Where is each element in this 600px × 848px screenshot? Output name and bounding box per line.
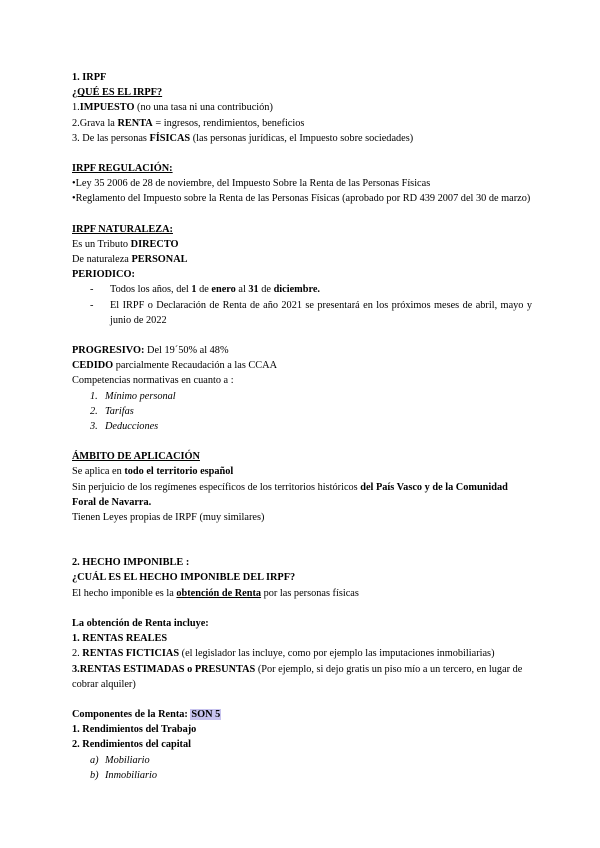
document-page — [72, 70, 532, 783]
capital-sub-item — [72, 768, 532, 783]
cedido-bold: CEDIDO — [72, 360, 114, 372]
componentes-heading — [72, 707, 532, 722]
irpf-item-2-text: = ingresos, rendimientos, beneficios — [152, 117, 305, 129]
irpf-item-3-bold: FÍSICAS — [149, 132, 191, 144]
irpf-item-2 — [72, 116, 532, 131]
irpf-item-3-num: 3. De las personas — [72, 132, 150, 144]
competencia-text: Deducciones — [105, 421, 159, 433]
section-1-title: 1. IRPF — [72, 72, 107, 83]
progresivo-bold: PROGRESIVO: — [72, 345, 145, 357]
rentas-estimadas-text: (Por ejemplo, si dejo gratis un piso mío a un tercero, en lugar de cobrar alquiler) — [72, 663, 523, 690]
competencia-item — [72, 389, 532, 404]
periodico-dash-1-text: Todos los años, del — [110, 284, 192, 296]
rentas-estimadas-bold: 3.RENTAS ESTIMADAS o PRESUNTAS — [72, 663, 256, 675]
irpf-item-2-num: 2.Grava la — [72, 117, 118, 129]
regulacion-heading: IRPF REGULACIÓN: — [72, 163, 173, 175]
rentas-ficticias — [72, 646, 532, 661]
hecho-imponible-post: por las personas físicas — [261, 587, 359, 599]
hecho-imponible-line — [72, 586, 532, 601]
irpf-item-1 — [72, 100, 532, 115]
naturaleza-personal-text: De naturaleza — [72, 254, 132, 266]
ambito-heading: ÁMBITO DE APLICACIÓN — [72, 451, 200, 463]
capital-sub-text: Inmobiliario — [105, 769, 158, 781]
competencia-number: 2. — [90, 405, 98, 417]
ambito-line-1 — [72, 464, 532, 479]
section-2-title: 2. HECHO IMPONIBLE : — [72, 557, 190, 569]
periodico-de-1: de — [196, 284, 212, 296]
hecho-imponible-text: El hecho imponible es la — [72, 587, 177, 599]
naturaleza-directo-text: Es un Tributo — [72, 238, 131, 250]
competencia-number: 1. — [90, 390, 98, 402]
regulacion-line-1: •Ley 35 2006 de 28 de noviembre, del Impuesto Sobre la Renta de las Personas Físicas — [72, 178, 431, 190]
periodico-dash-2 — [72, 298, 532, 328]
ambito-line-1-text: Se aplica en — [72, 466, 125, 478]
irpf-item-3-text: (las personas jurídicas, el Impuesto sobre sociedades) — [190, 132, 414, 144]
section-2-question: ¿CUÁL ES EL HECHO IMPONIBLE DEL IRPF? — [72, 572, 296, 584]
periodico-diciembre: diciembre. — [273, 284, 320, 296]
competencia-number: 3. — [90, 421, 98, 433]
componente-trabajo: 1. Rendimientos del Trabajo — [72, 724, 197, 736]
componentes-heading-text: Componentes de la Renta: — [72, 708, 191, 720]
periodico-de-2: de — [258, 284, 274, 296]
competencia-item — [72, 419, 532, 434]
cedido-text: parcialmente Recaudación a las CCAA — [113, 360, 278, 372]
naturaleza-directo — [72, 237, 532, 252]
rentas-ficticias-text: (el legislador las incluye, como por ejemplo las imputaciones inmobiliarias) — [179, 648, 495, 660]
capital-sub-marker: a) — [90, 754, 99, 766]
section-1-question: ¿QUÉ ES EL IRPF? — [72, 87, 163, 99]
ambito-line-3: Tienen Leyes propias de IRPF (muy similares) — [72, 512, 265, 524]
irpf-item-1-num: 1. — [72, 102, 80, 114]
cedido-line — [72, 358, 532, 373]
competencias-line: Competencias normativas en cuanto a : — [72, 375, 234, 387]
rentas-reales: 1. RENTAS REALES — [72, 633, 168, 645]
irpf-item-1-bold: IMPUESTO — [79, 102, 135, 114]
incluye-heading: La obtención de Renta incluye: — [72, 617, 209, 629]
periodico-al: al — [235, 284, 249, 296]
irpf-item-2-bold: RENTA — [117, 117, 153, 129]
naturaleza-periodico: PERIODICO: — [72, 269, 135, 281]
capital-sub-item — [72, 753, 532, 768]
periodico-day-1: 1 — [191, 284, 197, 296]
dash-marker: - — [90, 299, 94, 311]
ambito-line-2-bold: del País Vasco y de la Comunidad Foral de Navarra. — [72, 481, 508, 508]
rentas-estimadas — [72, 662, 532, 692]
periodico-dash-1 — [72, 282, 532, 297]
ambito-line-1-bold: todo el territorio español — [124, 466, 234, 478]
naturaleza-heading: IRPF NATURALEZA: — [72, 223, 173, 235]
competencia-text: Tarifas — [105, 405, 134, 417]
competencia-item — [72, 404, 532, 419]
rentas-ficticias-bold: RENTAS FICTICIAS — [82, 648, 180, 660]
componentes-highlight: SON 5 — [191, 708, 221, 720]
periodico-dash-2-text: El IRPF o Declaración de Renta de año 2021 se presentará en los próximos meses de abril, mayo y junio de 2022 — [110, 299, 532, 326]
capital-sub-text: Mobiliario — [105, 754, 150, 766]
ambito-line-2-text: Sin perjuicio de los regímenes específicos de los territorios históricos — [72, 481, 361, 493]
regulacion-line-2: •Reglamento del Impuesto sobre la Renta de las Personas Físicas (aprobado por RD 439 2007 del 30 de marzo) — [72, 193, 531, 205]
irpf-item-1-text: (no una tasa ni una contribución) — [134, 102, 273, 114]
competencia-text: Mínimo personal — [105, 390, 176, 402]
ambito-line-2 — [72, 480, 532, 510]
hecho-imponible-bold: obtención de Renta — [176, 587, 262, 599]
irpf-item-3 — [72, 131, 532, 146]
progresivo-text: Del 19´50% al 48% — [144, 345, 229, 357]
progresivo-line — [72, 343, 532, 358]
periodico-day-31: 31 — [248, 284, 259, 296]
rentas-ficticias-num: 2. — [72, 648, 83, 660]
dash-marker: - — [90, 284, 94, 296]
naturaleza-personal-bold: PERSONAL — [131, 254, 188, 266]
componente-capital: 2. Rendimientos del capital — [72, 739, 191, 751]
capital-sub-marker: b) — [90, 769, 99, 781]
naturaleza-personal — [72, 252, 532, 267]
naturaleza-directo-bold: DIRECTO — [130, 238, 179, 250]
periodico-enero: enero — [211, 284, 236, 296]
